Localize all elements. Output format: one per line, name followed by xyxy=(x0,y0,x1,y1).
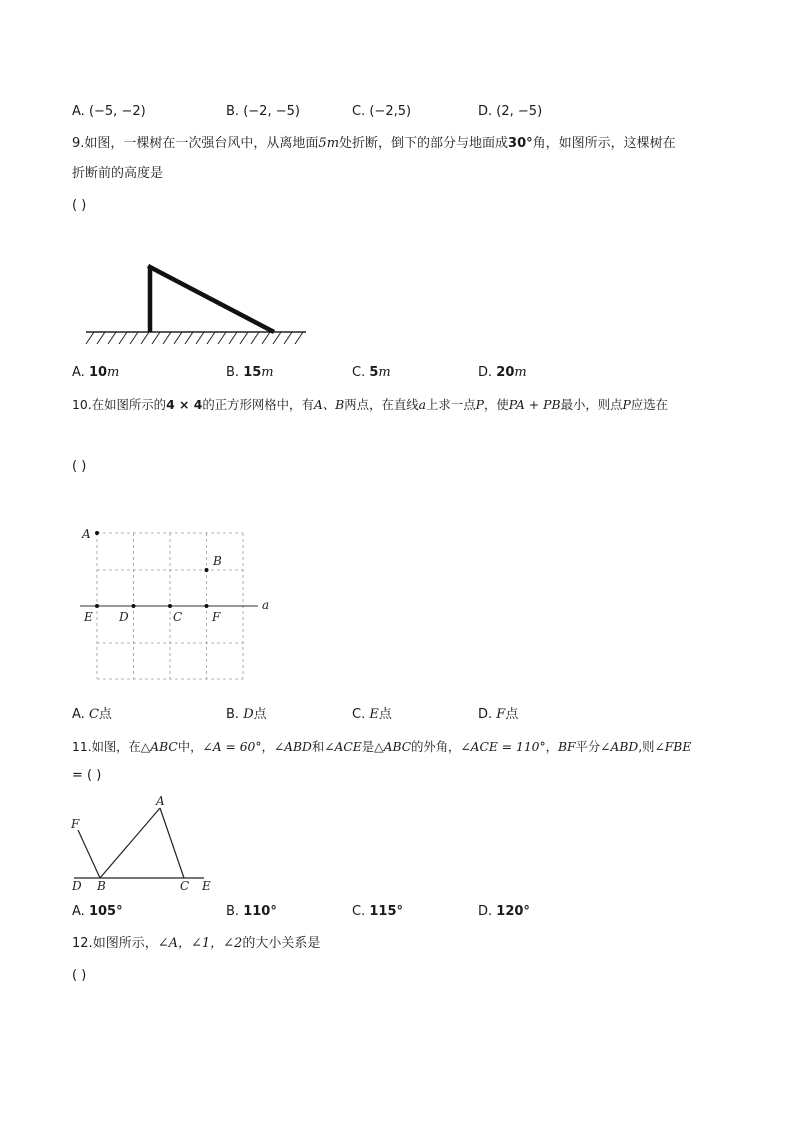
q10-option-a xyxy=(72,707,112,723)
option-letter: A. xyxy=(72,104,85,119)
math: a xyxy=(418,397,427,412)
point-f xyxy=(205,604,209,608)
text: 处折断，倒下的部分与地面成 xyxy=(339,136,509,151)
math: ∠FBE xyxy=(654,740,692,754)
point-d xyxy=(132,604,136,608)
q11-option-c xyxy=(352,904,403,920)
q10-stem xyxy=(72,397,668,413)
text: 中， xyxy=(177,740,203,754)
question-number: 10. xyxy=(72,397,92,412)
option-letter: C. xyxy=(352,104,366,119)
q8-option-c xyxy=(352,104,411,120)
text: ，使 xyxy=(483,397,509,412)
math: 30° xyxy=(508,136,533,151)
ground-hatching xyxy=(86,332,303,344)
label-c: C xyxy=(180,879,190,893)
hatch-mark xyxy=(262,332,270,344)
label-f: F xyxy=(212,610,221,624)
option-value: 15 xyxy=(243,365,262,380)
label-a: A xyxy=(156,796,165,808)
hatch-mark xyxy=(108,332,116,344)
option-value: (−2,5) xyxy=(369,104,412,119)
label-d: D xyxy=(72,879,82,893)
q12-stem xyxy=(72,936,320,952)
segment-ba xyxy=(100,808,160,878)
text: 两点，在直线 xyxy=(344,397,419,412)
option-value: (−2, −5) xyxy=(243,104,300,119)
option-value: 20 xyxy=(496,365,515,380)
hatch-mark xyxy=(218,332,226,344)
q9-stem-line1 xyxy=(72,136,676,152)
hatch-mark xyxy=(240,332,248,344)
math: ∠A = 60° xyxy=(202,740,262,754)
option-value: 5 xyxy=(369,365,379,380)
math: BF xyxy=(557,740,576,754)
label-c: C xyxy=(173,610,183,624)
question-number: 11. xyxy=(72,740,92,754)
text: 平分 xyxy=(575,740,601,754)
hatch-mark xyxy=(185,332,193,344)
q11-triangle-figure xyxy=(66,796,216,894)
point-a xyxy=(95,531,99,535)
math: ∠A，∠1，∠2 xyxy=(157,936,243,951)
fallen-part xyxy=(148,266,274,332)
label-f: F xyxy=(71,817,80,831)
q8-option-b xyxy=(226,104,300,120)
q10-option-c xyxy=(352,707,392,723)
text: 角，如图所示，这棵树在 xyxy=(532,136,676,151)
option-letter: D. xyxy=(478,904,493,919)
option-value: 110° xyxy=(243,904,277,919)
label-b: B xyxy=(97,879,106,893)
text: ,则 xyxy=(638,740,655,754)
question-number: 12. xyxy=(72,936,93,951)
q12-answer-blank: ( ) xyxy=(72,968,87,983)
q9-option-b xyxy=(226,365,274,381)
text: ， xyxy=(545,740,558,754)
option-suffix: 点 xyxy=(98,707,112,722)
hatch-mark xyxy=(273,332,281,344)
option-value: 120° xyxy=(496,904,530,919)
q11-option-a xyxy=(72,904,123,920)
option-letter: B. xyxy=(226,904,240,919)
math: △ABC xyxy=(140,740,178,754)
segment-bf xyxy=(78,830,100,878)
option-letter: D. xyxy=(478,365,493,380)
option-unit: m xyxy=(107,365,120,380)
segment-ac xyxy=(160,808,184,878)
math: ∠ABD xyxy=(600,740,639,754)
math: ∠ABD xyxy=(273,740,312,754)
hatch-mark xyxy=(196,332,204,344)
label-a: A xyxy=(82,527,91,541)
option-letter: B. xyxy=(226,365,240,380)
text: 如图所示， xyxy=(92,936,158,951)
text: ， xyxy=(261,740,274,754)
q9-option-c xyxy=(352,365,391,381)
text: 的大小关系是 xyxy=(242,936,321,951)
option-suffix: 点 xyxy=(505,707,519,722)
option-letter: A. xyxy=(72,365,85,380)
math: PA + PB xyxy=(508,397,561,412)
text: 上求一点 xyxy=(426,397,476,412)
point-e xyxy=(95,604,99,608)
point-c xyxy=(168,604,172,608)
q11-option-b xyxy=(226,904,277,920)
math: A、B xyxy=(313,397,345,412)
q11-stem-line2: = ( ) xyxy=(72,768,102,783)
option-unit: m xyxy=(514,365,527,380)
q8-option-d xyxy=(478,104,542,120)
option-value: C xyxy=(88,707,99,722)
label-e: E xyxy=(84,610,93,624)
q10-option-b xyxy=(226,707,267,723)
hatch-mark xyxy=(141,332,149,344)
hatch-mark xyxy=(284,332,292,344)
math: P xyxy=(475,397,484,412)
q9-stem-line2: 折断前的高度是 xyxy=(72,166,164,181)
hatch-mark xyxy=(86,332,94,344)
question-number: 9. xyxy=(72,136,85,151)
hatch-mark xyxy=(152,332,160,344)
q10-answer-blank: ( ) xyxy=(72,459,87,474)
text: 的正方形网格中，有 xyxy=(202,397,314,412)
q9-option-a xyxy=(72,365,119,381)
option-letter: B. xyxy=(226,104,240,119)
option-value: (−5, −2) xyxy=(88,104,146,119)
option-letter: C. xyxy=(352,707,366,722)
option-suffix: 点 xyxy=(378,707,392,722)
q8-option-a xyxy=(72,104,146,120)
point-b xyxy=(205,568,209,572)
math: △ABC xyxy=(374,740,412,754)
text: 在如图所示的 xyxy=(91,397,167,412)
q10-grid-figure xyxy=(72,520,282,686)
q9-answer-blank: ( ) xyxy=(72,198,87,213)
option-letter: A. xyxy=(72,707,85,722)
hatch-mark xyxy=(251,332,259,344)
hatch-mark xyxy=(295,332,303,344)
math: ∠ACE = 110° xyxy=(460,740,546,754)
text: 如图，一棵树在一次强台风中，从离地面 xyxy=(84,136,319,151)
q9-tree-figure xyxy=(84,258,310,346)
hatch-mark xyxy=(229,332,237,344)
option-unit: m xyxy=(261,365,274,380)
label-line-a: a xyxy=(262,598,270,612)
option-letter: A. xyxy=(72,904,85,919)
math: 5m xyxy=(318,136,340,151)
option-value: 115° xyxy=(369,904,403,919)
label-e: E xyxy=(202,879,211,893)
label-d: D xyxy=(119,610,129,624)
hatch-mark xyxy=(119,332,127,344)
hatch-mark xyxy=(163,332,171,344)
text: 和 xyxy=(311,740,325,754)
option-value: 105° xyxy=(88,904,123,919)
q11-stem-line1 xyxy=(72,739,691,755)
text: 是 xyxy=(361,740,375,754)
option-value: D xyxy=(243,707,254,722)
option-letter: D. xyxy=(478,104,493,119)
q11-option-d xyxy=(478,904,530,920)
text: 的外角， xyxy=(411,740,461,754)
option-value: 10 xyxy=(88,365,108,380)
option-letter: B. xyxy=(226,707,240,722)
option-suffix: 点 xyxy=(253,707,267,722)
math: 4 × 4 xyxy=(166,397,203,412)
option-unit: m xyxy=(378,365,391,380)
hatch-mark xyxy=(97,332,105,344)
option-value: F xyxy=(496,707,506,722)
option-letter: C. xyxy=(352,904,366,919)
hatch-mark xyxy=(174,332,182,344)
option-letter: D. xyxy=(478,707,493,722)
hatch-mark xyxy=(130,332,138,344)
q9-option-d xyxy=(478,365,527,381)
option-letter: C. xyxy=(352,365,366,380)
text: 应选在 xyxy=(630,397,669,412)
math: P xyxy=(622,397,631,412)
math: ∠ACE xyxy=(324,740,362,754)
hatch-mark xyxy=(207,332,215,344)
text: 最小，则点 xyxy=(560,397,623,412)
label-b: B xyxy=(213,554,222,568)
option-value: (2, −5) xyxy=(496,104,543,119)
text: 如图，在 xyxy=(91,740,141,754)
q10-option-d xyxy=(478,707,518,723)
option-value: E xyxy=(369,707,379,722)
